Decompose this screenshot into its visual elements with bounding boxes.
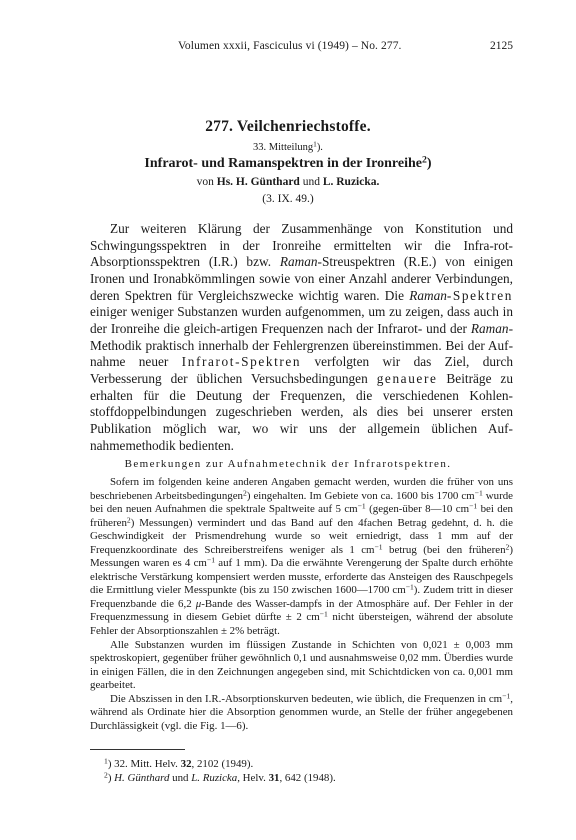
footnote-mark: 2: [104, 770, 108, 780]
text-run: auf 1 mm). Da die erwähnte Verengerung der Spalte durch erhöhte elektrische Verstärkung kompensiert werden musste, erforderte das Ansteigen des Rauschpegels die Ermittlung vieler Messpunkte (bis zu 150 zwischen 1600—1700 cm: [90, 557, 513, 597]
spaced-run: Infrarot-Spektren: [181, 354, 302, 370]
text-run: bei den früheren: [90, 503, 513, 529]
exponent: −1: [474, 488, 483, 498]
volume-number: 32: [180, 758, 192, 770]
name-run: Raman: [470, 320, 509, 336]
text-run: verfolgten wir das Ziel, durch Verbesserung der üblichen Versuchsbedingungen: [90, 354, 513, 386]
footnote-ref: 2: [126, 515, 131, 525]
body-paragraph: [90, 693, 513, 734]
article-subtitle: Infrarot- und Ramanspektren in der Ironreihe$^2$): [144, 154, 432, 171]
author-name: L. Ruzicka.: [322, 176, 380, 188]
text-run: nicht übersteigen, während der absolute Fehler der Absorptionszahlen ± 2% beträgt.: [90, 611, 513, 638]
text-run: Die Abszissen in den I.R.-Absorptionskurven bedeuten, wie üblich, die Frequenzen in cm: [110, 692, 503, 705]
running-title: Volumen xxxii, Fasciculus vi (1949) – No. 277.: [178, 40, 402, 52]
exponent: −1: [469, 501, 478, 511]
exponent: −1: [357, 501, 366, 511]
text-run: ). Zudem tritt in dieser Frequenzbande die 6,2: [90, 584, 513, 610]
text-run: ): [107, 772, 115, 784]
text-run: Sofern im folgenden keine anderen Angaben gemacht werden, wurden die früher von uns beschriebenen Arbeitsbedingungen: [90, 476, 513, 502]
article-title: 277. Veilchenriechstoffe.: [205, 118, 371, 135]
authors-joiner: und: [302, 176, 320, 188]
communication-label: 33. Mitteilung: [253, 142, 314, 153]
spaced-run: genauere: [376, 370, 438, 386]
page-number: 2125: [490, 40, 513, 52]
text-run: ) Messungen) vermindert und das Band auf den 4fachen Betrag gedehnt, d. h. die Geschwindigkeit der Prismendrehung wurde so weit erniedrigt, dass 1 mm auf der Frequenzkoordinate des Schreiberstreifens weniger als 1 cm: [90, 516, 513, 556]
exponent: −1: [206, 555, 216, 565]
footnote-ref: 2: [422, 154, 427, 166]
author-name: H. Günthard: [114, 772, 170, 784]
text-run: , 642 (1948).: [279, 772, 336, 784]
author-line: [0, 176, 576, 188]
exponent: −1: [502, 691, 511, 701]
footnotes: [90, 757, 513, 785]
exponent: −1: [319, 610, 328, 620]
abstract-paragraph: [90, 221, 513, 454]
section-heading: Bemerkungen zur Aufnahmetechnik der Infrarotspektren.: [124, 458, 452, 470]
name-run: Raman: [279, 254, 318, 270]
text-run: ) 32. Mitt. Helv.: [107, 758, 181, 770]
text-run: Beiträge zu erhalten für die Deutung der Frequenzen, die verschiedenen Kohlen-stoffdoppelbindungen zugeschrieben werden, als dies bei unserer ersten Publikation möglich war, wo wir uns der allgemein üblichen Auf-nahmemethodik bedienten.: [90, 370, 513, 453]
text-run: ) Messungen waren es 4 cm: [90, 543, 513, 570]
exponent: −1: [405, 582, 414, 592]
text-run: , 2102 (1949).: [191, 758, 254, 770]
text-run: -Streuspektren (R.E.) von einigen Ironen und Ironabkömmlingen sowie von einer Anzahl anderer Verbindungen, deren Spektren für Vergleichszwecke wichtig waren. Die: [90, 254, 513, 303]
author-name: Hs. H. Günthard: [216, 176, 300, 188]
spaced-run: -Spektren: [446, 287, 513, 303]
text-run: ) eingehalten. Im Gebiete von ca. 1600 bis 1700 cm: [246, 489, 475, 502]
footnote-ref: 2: [243, 488, 247, 498]
text-run: , Helv.: [237, 772, 269, 784]
communication-note: 33. Mitteilung$^1$).: [253, 139, 323, 153]
received-date: (3. IX. 49.): [262, 193, 314, 205]
text-run: wurde bei den neuen Aufnahmen die spektrale Spaltweite auf 5 cm: [90, 489, 513, 516]
exponent: −1: [374, 542, 383, 552]
footnote-divider: [90, 749, 185, 750]
text-run: -Bande des Wasser-dampfs in der Atmosphäre auf. Der Fehler in der Frequenzmessung in diesem Gebiet dürfte ± 2 cm: [90, 597, 513, 624]
running-header: [90, 40, 513, 54]
name-run: Raman: [409, 287, 447, 303]
footnote-mark: 1: [104, 756, 108, 766]
footnote-ref: 2: [505, 542, 510, 552]
section-body: [90, 476, 513, 733]
text-run: , während als Ordinate hier die Absorption genommen wurde, an Stelle der früher angegebenen Durchlässigkeit (vgl. die Fig. 1—6).: [90, 692, 513, 732]
body-paragraph: [90, 476, 513, 639]
subtitle-text: Infrarot- und Ramanspektren in der Ironreihe: [144, 156, 422, 171]
text-run: (gegen-über 8—10 cm: [365, 503, 470, 516]
volume-number: 31: [268, 772, 280, 784]
footnote: [90, 771, 513, 785]
text-run: Zur weiteren Klärung der Zusammenhänge von Konstitution und Schwingungsspektren in der Ironreihe ermittelten wir die Infra-rot-Absorptionsspektren (I.R.) bzw.: [90, 221, 513, 270]
author-name: L. Ruzicka: [191, 772, 238, 784]
authors-prefix: von: [196, 176, 214, 188]
body-paragraph: Alle Substanzen wurden im flüssigen Zustande in Schichten von 0,021 ± 0,003 mm spektroskopiert, gegenüber früher gewöhnlich 0,1 und ausnahmsweise 0,02 mm. Überdies wurde in einigen Fällen, die in den Zeichnungen angegeben sind, mit Schichtdicken von ca. 0,001 mm gearbeitet.: [90, 638, 513, 692]
footnote-ref: 1: [313, 139, 317, 149]
text-run: einiger weniger Substanzen wurden aufgenommen, um zu zeigen, dass auch in der Ironreihe die gleich-artigen Frequenzen nach der Infrarot- und der: [90, 304, 513, 336]
greek-symbol: μ: [195, 597, 202, 610]
text-run: -Methodik praktisch innerhalb der Fehlergrenzen übereinstimmen. Bei der Auf-nahme neuer: [90, 320, 513, 370]
text-run: und: [169, 772, 192, 784]
footnote: [90, 757, 513, 771]
text-run: betrug (bei den früheren: [382, 543, 506, 556]
